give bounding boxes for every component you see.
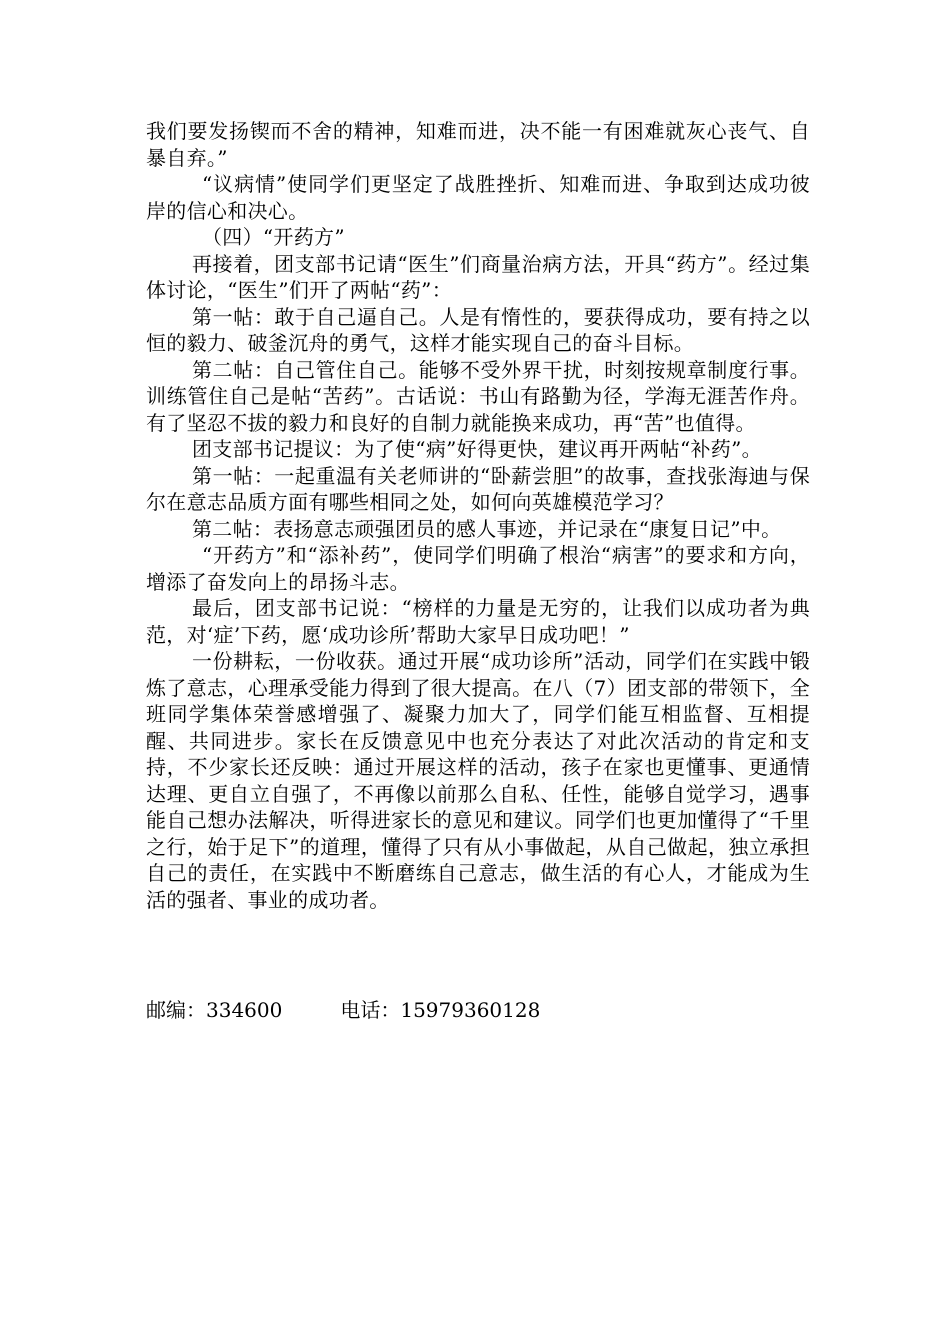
paragraph-second-dose: 第二帖：自己管住自己。能够不受外界干扰，时刻按规章制度行事。训练管住自己是帖“苦药”。古话说：书山有路勤为径，学海无涯苦作舟。有了坚忍不拔的毅力和良好的自制力就能换来成功，再“苦”也值得。 — [146, 357, 810, 435]
body-text — [146, 118, 810, 913]
paragraph-discussion-summary: “议病情”使同学们更坚定了战胜挫折、知难而进、争取到达成功彼岸的信心和决心。 — [146, 172, 810, 223]
paragraph-second-tonic: 第二帖：表扬意志顽强团员的感人事迹，并记录在“康复日记”中。 — [192, 516, 782, 541]
paragraph-prescription-summary: “开药方”和“添补药”，使同学们明确了根治“病害”的要求和方向，增添了奋发向上的昂扬斗志。 — [146, 543, 810, 594]
paragraph-closing-remark: 最后，团支部书记说：“榜样的力量是无穷的，让我们以成功者为典范，对‘症’下药，愿‘成功诊所’帮助大家早日成功吧！” — [146, 596, 810, 647]
paragraph-continuation: 我们要发扬锲而不舍的精神，知难而进，决不能一有困难就灰心丧气、自暴自弃。” — [146, 119, 810, 170]
section-heading-prescription: （四）“开药方” — [202, 225, 345, 249]
postcode-text: 邮编：334600 — [146, 998, 283, 1022]
paragraph-tonic-proposal: 团支部书记提议：为了使“病”好得更快，建议再开两帖“补药”。 — [192, 437, 762, 461]
paragraph-conclusion: 一份耕耘，一份收获。通过开展“成功诊所”活动，同学们在实践中锻炼了意志，心理承受能力得到了很大提高。在八（7）团支部的带领下，全班同学集体荣誉感增强了、凝聚力加大了，同学们能互相监督、互相提醒、共同进步。家长在反馈意见中也充分表达了对此次活动的肯定和支持，不少家长还反映：通过开展这样的活动，孩子在家也更懂事、更通情达理、更自立自强了，不再像以前那么自私、任性，能够自觉学习，遇事能自己想办法解决，听得进家长的意见和建议。同学们也更加懂得了“千里之行，始于足下”的道理，懂得了只有从小事做起，从自己做起，独立承担自己的责任，在实践中不断磨练自己意志，做生活的有心人，才能成为生活的强者、事业的成功者。 — [146, 649, 810, 912]
phone-text: 电话：15979360128 — [340, 998, 541, 1022]
paragraph-first-tonic: 第一帖：一起重温有关老师讲的“卧薪尝胆”的故事，查找张海迪与保尔在意志品质方面有哪些相同之处，如何向英雄模范学习？ — [146, 463, 810, 514]
paragraph-prescription-intro: 再接着，团支部书记请“医生”们商量治病方法，开具“药方”。经过集体讨论，“医生”们开了两帖“药”： — [146, 251, 810, 302]
paragraph-first-dose: 第一帖：敢于自己逼自己。人是有惰性的，要获得成功，要有持之以恒的毅力、破釜沉舟的勇气，这样才能实现自己的奋斗目标。 — [146, 304, 810, 355]
contact-footer — [146, 997, 540, 1024]
